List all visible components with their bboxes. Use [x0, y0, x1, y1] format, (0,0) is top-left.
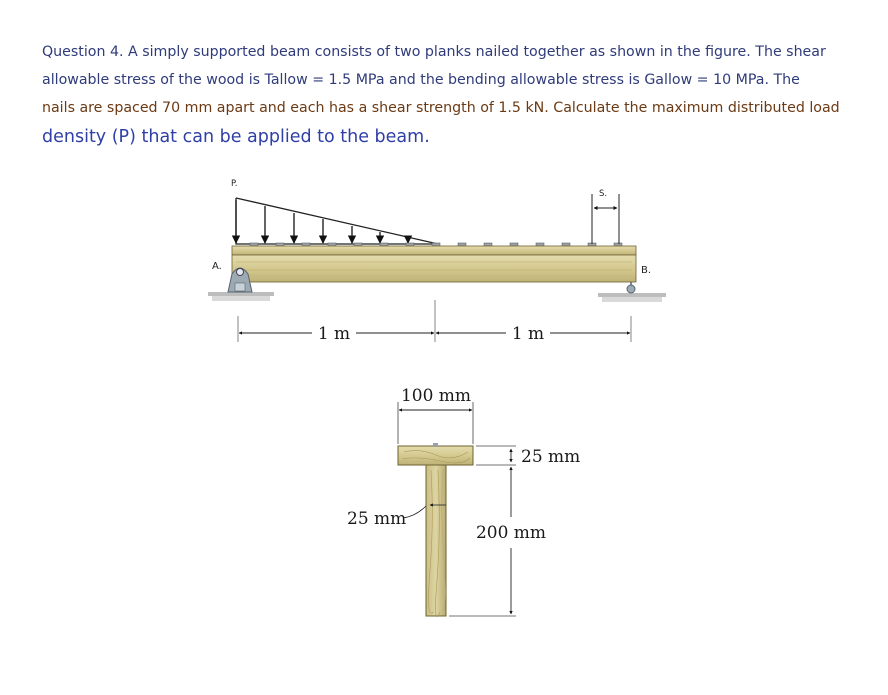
span-dimension [238, 300, 631, 344]
beam [232, 246, 636, 282]
web-thickness-label: 25 mm [347, 509, 407, 529]
span-right-label: 1 m [511, 324, 545, 344]
span-left-label: 1 m [317, 324, 351, 344]
support-a-label: A. [212, 261, 222, 272]
load-label: P. [231, 179, 238, 189]
question-line-2: allowable stress of the wood is Tallow = 1.5 MPa and the bending allowable stress is Gallow = 10 MPa. The [42, 72, 800, 88]
question-line-1: Question 4. A simply supported beam consists of two planks nailed together as shown in the figure. The shear [42, 44, 826, 60]
nail-spacing-indicator [592, 189, 619, 244]
distributed-load [231, 179, 438, 244]
nail-heads [250, 243, 622, 246]
spacing-label: S. [599, 189, 608, 199]
question-line-3: nails are spaced 70 mm apart and each has a shear strength of 1.5 kN. Calculate the maximum distributed load [42, 100, 840, 116]
question-line-4: density (P) that can be applied to the beam. [42, 127, 430, 147]
web-height-label: 200 mm [475, 523, 547, 543]
flange-thickness-label: 25 mm [521, 447, 581, 467]
flange-width-label: 100 mm [400, 386, 472, 406]
support-b-label: B. [641, 265, 652, 276]
cross-section [347, 386, 580, 617]
